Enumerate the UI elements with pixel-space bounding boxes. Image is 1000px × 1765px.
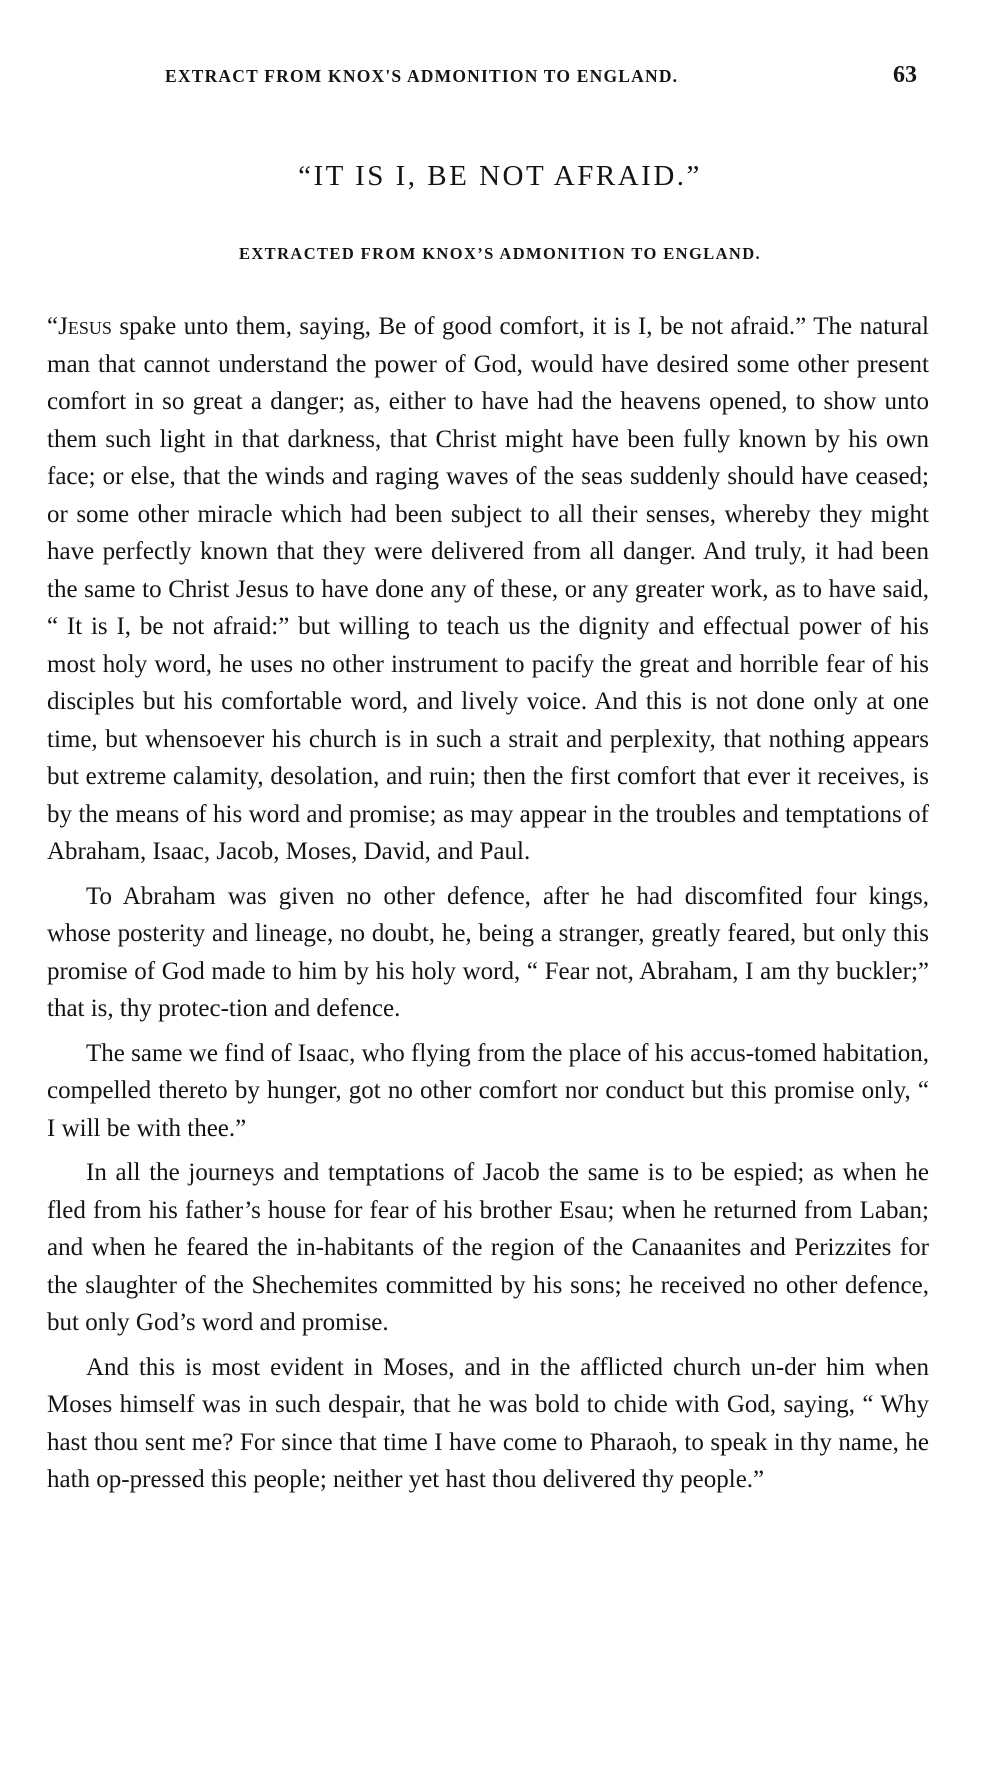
paragraph-1-text: spake unto them, saying, Be of good comfort, it is I, be not afraid.” The natural man that cannot understand the power of God, would have desired some other present comfort in so great a danger; as, either to have had the heavens opened, to show unto them such light in that darkness, that Christ might have been fully known by his own face; or else, that the winds and raging waves of the seas suddenly should have ceased; or some other miracle which had been subject to all their senses, whereby they might have perfectly known that they were delivered from all danger. And truly, it had been the same to Christ Jesus to have done any of these, or any greater work, as to have said, “ It is I, be not afraid:” but willing to teach us the dignity and effectual power of his most holy word, he uses no other instrument to pacify the great and horrible fear of his disciples but his comfortable word, and lively voice. And this is not done only at one time, but whensoever his church is in such a strait and perplexity, that nothing appears but extreme calamity, desolation, and ruin; then the first comfort that ever it receives, is by the means of his word and promise; as may appear in the troubles and temptations of Abraham, Isaac, Jacob, Moses, David, and Paul. (47, 313, 929, 865)
paragraph-1 (47, 308, 929, 871)
paragraph-3: The same we find of Isaac, who flying from the place of his accus-tomed habitation, compelled thereto by hunger, got no other comfort nor conduct but this promise only, “ I will be with thee.” (47, 1039, 929, 1142)
page-title: “IT IS I, BE NOT AFRAID.” (298, 160, 702, 192)
page-number: 63 (893, 62, 917, 88)
paragraph-2: To Abraham was given no other defence, after he had discomfited four kings, whose posterity and lineage, no doubt, he, being a stranger, greatly feared, but only this promise of God made to him by his holy word, “ Fear not, Abraham, I am thy buckler;” that is, thy protec-tion and defence. (47, 882, 929, 1022)
body-text (47, 308, 929, 1506)
running-head: EXTRACT FROM KNOX'S ADMONITION TO ENGLAND. (165, 66, 679, 86)
page-subtitle: EXTRACTED FROM KNOX’S ADMONITION TO ENGLAND. (238, 244, 762, 263)
lead-word: Jesus (58, 313, 112, 340)
paragraph-5: And this is most evident in Moses, and in the afflicted church un-der him when Moses himself was in such despair, that he was bold to chide with God, saying, “ Why hast thou sent me? For since that time I have come to Pharaoh, to speak in thy name, he hath op-pressed this people; neither yet hast thou delivered thy people.” (47, 1353, 929, 1493)
paragraph-4: In all the journeys and temptations of Jacob the same is to be espied; as when he fled from his father’s house for fear of his brother Esau; when he returned from Laban; and when he feared the in-habitants of the region of the Canaanites and Perizzites for the slaughter of the Shechemites committed by his sons; he received no other defence, but only God’s word and promise. (47, 1159, 929, 1336)
opening-quote: “ (47, 313, 59, 340)
